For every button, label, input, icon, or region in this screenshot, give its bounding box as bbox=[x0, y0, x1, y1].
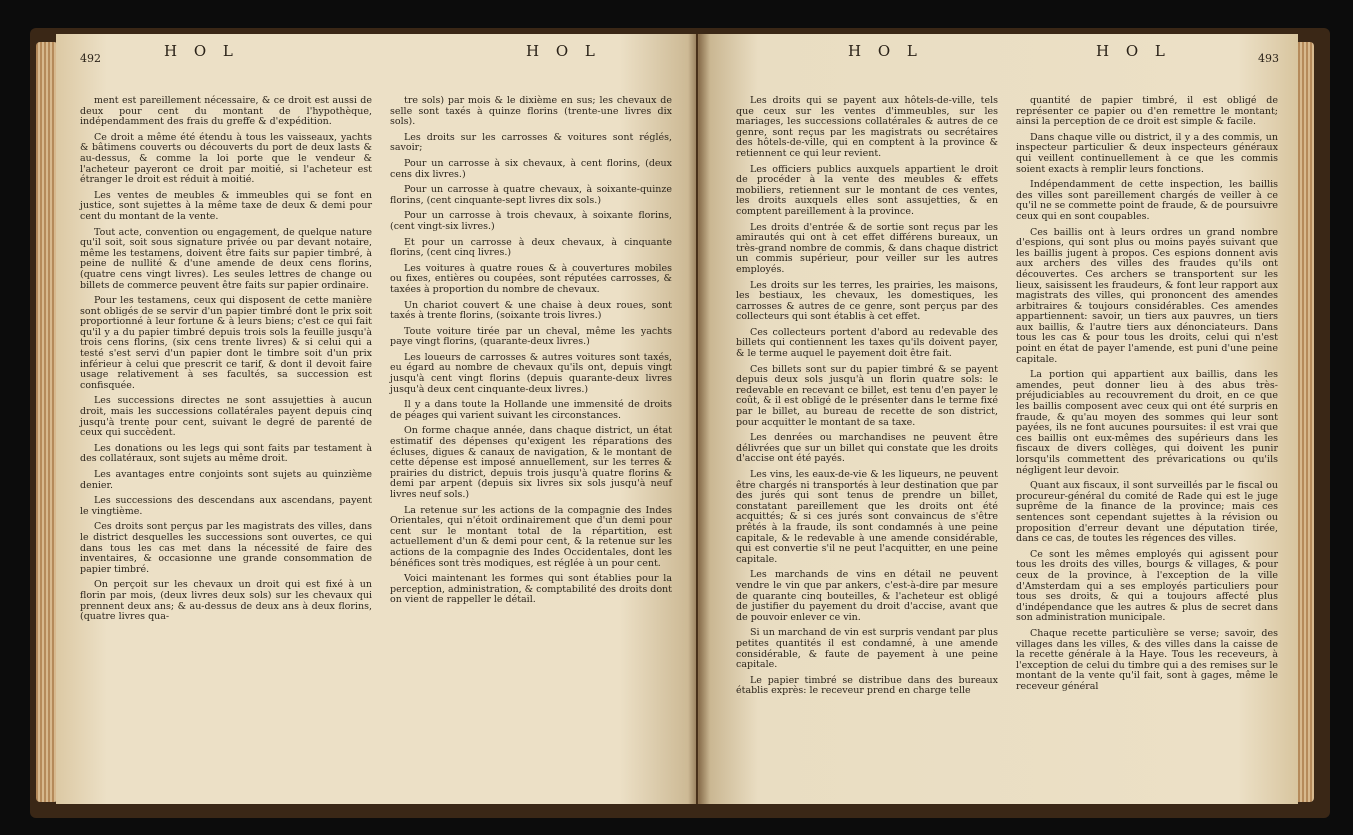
paragraph: Si un marchand de vin est surpris vendant par plus petites quantités il est condamné, à une amende considérable, & faute de payement à une peine capitale. bbox=[736, 627, 998, 671]
paragraph: Ce sont les mêmes employés qui agissent pour tous les droits des villes, bourgs & villages, & pour ceux de la province, à l'exception de la ville d'Amsterdam qui a ses employés particuliers pour tous ses droits, & qui a toujours affecté plus d'indépendance que les autres & plus de secret dans son administration municipale. bbox=[1016, 548, 1278, 624]
paragraph: Un chariot couvert & une chaise à deux roues, sont taxés à trente florins, (soixante trois livres.) bbox=[390, 299, 672, 322]
paragraph: Voici maintenant les formes qui sont établies pour la perception, administration, & comptabilité des droits dont on vient de rappeller le détail. bbox=[390, 573, 672, 606]
page-number: 493 bbox=[1258, 52, 1279, 65]
running-header: H O L bbox=[848, 42, 923, 60]
paragraph: Quant aux fiscaux, il sont surveillés par le fiscal ou procureur-général du comité de Rade qui est le juge suprême de la finance de la province; mais ces sentences sont cependant sujettes à la révision ou proposition d'erreur devant une députation tirée, dans ce cas, de toutes les régences des villes. bbox=[1016, 480, 1278, 545]
paragraph: Ces baillis ont à leurs ordres un grand nombre d'espions, qui sont plus ou moins payés suivant que les baillis jugent à propos. Ces espions donnent avis aux archers des villes des fraudes qu'ils ont découvertes. Ces archers se transportent sur les lieux, saisissent les fraudeurs, & font leur rapport aux magistrats des villes, qui prononcent des amendes arbitraires & toujours considérables. Ces amendes appartiennent: savoir, un tiers aux pauvres, un tiers aux baillis, & l'autre tiers aux dénonciateurs. Dans tous les cas & pour tous les droits, celui qui n'est point en état de payer l'amende, est puni d'une peine capitale. bbox=[1016, 226, 1278, 365]
paragraph: Ces collecteurs portent d'abord au redevable des billets qui contiennent les taxes qu'ils doivent payer, & le terme auquel le payement doit être fait. bbox=[736, 326, 998, 360]
text-column bbox=[736, 96, 998, 702]
text-column bbox=[80, 96, 372, 628]
paragraph: Les donations ou les legs qui sont faits par testament à des collatéraux, sont sujets au même droit. bbox=[80, 442, 372, 465]
paragraph: Les droits d'entrée & de sortie sont reçus par les amirautés qui ont à cet effet différens bureaux, un très-grand nombre de commis, & dans chaque district un commis supérieur, pour veiller sur les autres employés. bbox=[736, 221, 998, 275]
left-page bbox=[56, 34, 696, 804]
running-header: H O L bbox=[164, 42, 239, 60]
paragraph: quantité de papier timbré, il est obligé de représenter ce papier ou d'en remettre le montant; ainsi la perception de ce droit est simple & facile. bbox=[1016, 95, 1278, 128]
paragraph: Les droits sur les terres, les prairies, les maisons, les bestiaux, les chevaux, les domestiques, les carrosses & autres de ce genre, sont perçus par des collecteurs qui sont établis à cet effet. bbox=[736, 279, 998, 323]
paragraph: ment est pareillement nécessaire, & ce droit est aussi de deux pour cent du montant de l'hypothèque, indépendamment des frais du greffe & d'expédition. bbox=[80, 95, 372, 128]
running-header: H O L bbox=[1096, 42, 1171, 60]
text-column bbox=[390, 96, 672, 611]
paragraph: Les droits sur les carrosses & voitures sont réglés, savoir; bbox=[390, 131, 672, 154]
paragraph: Pour un carrosse à quatre chevaux, à soixante-quinze florins, (cent cinquante-sept livres dix sols.) bbox=[390, 184, 672, 206]
page-edges-left bbox=[36, 42, 58, 802]
paragraph: La retenue sur les actions de la compagnie des Indes Orientales, qui n'étoit ordinairement que d'un demi pour cent sur le montant total de la répartition, est actuellement d'un & demi pour cent, & la retenue sur les actions de la compagnie des Indes Occidentales, dont les bénéfices sont très modiques, est réglée à un pour cent. bbox=[390, 504, 672, 569]
paragraph: Les voitures à quatre roues & à couvertures mobiles ou fixes, entières ou coupées, sont réputées carrosses, & taxées à proportion du nombre de chevaux. bbox=[390, 262, 672, 295]
text-column bbox=[1016, 96, 1278, 697]
paragraph: Les marchands de vins en détail ne peuvent vendre le vin que par ankers, c'est-à-dire par mesure de quarante cinq bouteilles, & l'acheteur est obligé de justifier du payement du droit d'accise, avant que de pouvoir enlever ce vin. bbox=[736, 569, 998, 623]
running-header: H O L bbox=[526, 42, 601, 60]
paragraph: Pour les testamens, ceux qui disposent de cette manière sont obligés de se servir d'un papier timbré dont le prix soit proportionné à leur fortune & à leurs biens; c'est ce qui fait qu'il y a du papier timbré depuis trois sols la feuille jusqu'à trois cens florins, (six cens trente livres) & si celui qui a testé s'est servi d'un papier dont le timbre soit d'un prix inférieur à celui que prescrit ce tarif, & dont il devoit faire usage relativement à ses facultés, sa succession est confisquée. bbox=[80, 295, 372, 391]
paragraph: On forme chaque année, dans chaque district, un état estimatif des dépenses qu'exigent les réparations des écluses, digues & canaux de navigation, & le montant de cette dépense est imposé annuellement, sur les terres & prairies du district, depuis trois jusqu'à quatre florins & demi par arpent (depuis six livres six sols jusqu'à neuf livres neuf sols.) bbox=[390, 425, 672, 500]
paragraph: Les ventes de meubles & immeubles qui se font en justice, sont sujettes à la même taxe de deux & demi pour cent du montant de la vente. bbox=[80, 189, 372, 222]
paragraph: Tout acte, convention ou engagement, de quelque nature qu'il soit, soit sous signature privée ou par devant notaire, même les testamens, doivent être faits sur papier timbré, à peine de nullité & d'une amende de deux cens florins, (quatre cens vingt livres). Les seules lettres de change ou billets de commerce peuvent être faits sur papier ordinaire. bbox=[80, 226, 372, 291]
paragraph: Le papier timbré se distribue dans des bureaux établis exprès: le receveur prend en charge telle bbox=[736, 674, 998, 697]
paragraph: Les officiers publics auxquels appartient le droit de procéder à la vente des meubles & effets mobiliers, retiennent sur le montant de ces ventes, les droits auxquels elles sont assujetties, & en comptent pareillement à la province. bbox=[736, 163, 998, 217]
paragraph: Pour un carrosse à trois chevaux, à soixante florins, (cent vingt-six livres.) bbox=[390, 210, 672, 232]
paragraph: Les vins, les eaux-de-vie & les liqueurs, ne peuvent être chargés ni transportés à leur destination que par des jurés qui sont tenus de prendre un billet, constatant pareillement que les droits ont été acquittés; & si ces jurés sont convaincus de s'être prêtés à la fraude, ils sont condamnés à une peine capitale, & le redevable à une amende considérable, qui est convertie s'il ne peut l'acquitter, en une peine capitale. bbox=[736, 469, 998, 565]
paragraph: tre sols) par mois & le dixième en sus; les chevaux de selle sont taxés à quinze florins (trente-une livres dix sols). bbox=[390, 95, 672, 128]
paragraph: Ce droit a même été étendu à tous les vaisseaux, yachts & bâtimens couverts ou découverts du port de deux lasts & au-dessus, & comme la loi porte que le vendeur & l'acheteur payeront ce droit par moitié, si l'acheteur est étranger le droit est réduit à moitié. bbox=[80, 131, 372, 186]
paragraph: On perçoit sur les chevaux un droit qui est fixé à un florin par mois, (deux livres deux sols) sur les chevaux qui prennent deux ans; & au-dessus de deux ans à deux florins, (quatre livres qua- bbox=[80, 579, 372, 623]
paragraph: Les avantages entre conjoints sont sujets au quinzième denier. bbox=[80, 469, 372, 491]
paragraph: Chaque recette particulière se verse; savoir, des villages dans les villes, & des villes dans la caisse de la recette générale à la Haye. Tous les receveurs, à l'exception de celui du timbre qui a des remises sur le montant de la vente qu'il fait, sont à gages, même le receveur général bbox=[1016, 627, 1278, 692]
paragraph: Ces billets sont sur du papier timbré & se payent depuis deux sols jusqu'à un florin quatre sols: le redevable en recevant ce billet, est tenu d'en payer le coût, & il est obligé de le présenter dans le terme fixé par le billet, au bureau de recette de son district, pour acquitter le montant de sa taxe. bbox=[736, 363, 998, 428]
page-number: 492 bbox=[80, 52, 101, 65]
paragraph: Les successions directes ne sont assujetties à aucun droit, mais les successions collatérales payent depuis cinq jusqu'à trente pour cent, suivant le degré de parenté de ceux qui succèdent. bbox=[80, 395, 372, 439]
paragraph: Pour un carrosse à six chevaux, à cent florins, (deux cens dix livres.) bbox=[390, 157, 672, 180]
paragraph: Il y a dans toute la Hollande une immensité de droits de péages qui varient suivant les circonstances. bbox=[390, 399, 672, 421]
paragraph: Les loueurs de carrosses & autres voitures sont taxés, eu égard au nombre de chevaux qu'ils ont, depuis vingt jusqu'à cent vingt florins (depuis quarante-deux livres jusqu'à deux cent cinquante-deux livres.) bbox=[390, 351, 672, 395]
right-page bbox=[698, 34, 1298, 804]
paragraph: Les denrées ou marchandises ne peuvent être délivrées que sur un billet qui constate que les droits d'accise ont été payés. bbox=[736, 432, 998, 465]
paragraph: La portion qui appartient aux baillis, dans les amendes, peut donner lieu à des abus très-préjudiciables au recouvrement du droit, en ce que les baillis composent avec ceux qui ont été surpris en fraude, & qu'au moyen des sommes qui leur sont payées, ils ne font aucunes poursuites: il est vrai que ces baillis ont eux-mêmes des supérieurs dans les fiscaux de divers collèges, qui doivent les punir lorsqu'ils commettent des prévarications ou qu'ils négligent leur devoir. bbox=[1016, 369, 1278, 476]
paragraph: Les successions des descendans aux ascendans, payent le vingtième. bbox=[80, 495, 372, 517]
paragraph: Et pour un carrosse à deux chevaux, à cinquante florins, (cent cinq livres.) bbox=[390, 236, 672, 259]
paragraph: Indépendamment de cette inspection, les baillis des villes sont pareillement chargés de veiller à ce qu'il ne se commette point de fraude, & de poursuivre ceux qui en sont coupables. bbox=[1016, 179, 1278, 222]
paragraph: Dans chaque ville ou district, il y a des commis, un inspecteur particulier & deux inspecteurs généraux qui veillent continuellement à ce que les commis soient exacts à remplir leurs fonctions. bbox=[1016, 131, 1278, 175]
book-gutter bbox=[688, 34, 710, 804]
paragraph: Ces droits sont perçus par les magistrats des villes, dans le district desquelles les successions sont ouvertes, ce qui dans tous les cas met dans la nécessité de faire des inventaires, & occasionne une grande consommation de papier timbré. bbox=[80, 521, 372, 575]
paragraph: Toute voiture tirée par un cheval, même les yachts paye vingt florins, (quarante-deux livres.) bbox=[390, 325, 672, 348]
paragraph: Les droits qui se payent aux hôtels-de-ville, tels que ceux sur les ventes d'immeubles, sur les mariages, les successions collatérales & autres de ce genre, sont reçus par les magistrats ou secrétaires des hôtels-de-ville, qui en comptent à la province & retiennent ce qui leur revient. bbox=[736, 95, 998, 159]
